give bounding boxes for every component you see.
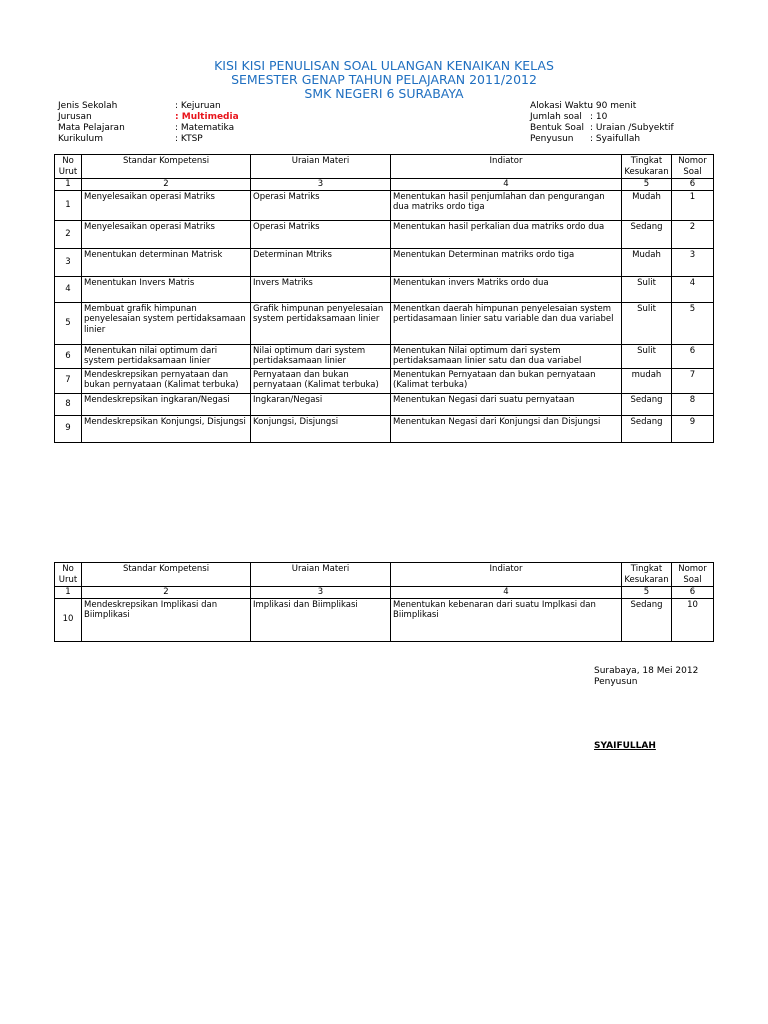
- indicator-cell: Menentkan daerah himpunan penyelesaian system pertidasamaan linier satu variable dan dua variabel: [391, 302, 622, 344]
- column-number: 1: [55, 179, 82, 191]
- header-cell: Indiator: [391, 155, 622, 179]
- header-cell: Nomor Soal: [672, 563, 714, 587]
- competency-cell: Menentukan determinan Matrisk: [82, 248, 251, 276]
- no-cell: 5: [55, 302, 82, 344]
- meta-row: [530, 123, 674, 134]
- column-number-row: [55, 179, 714, 191]
- meta-row: [58, 134, 239, 145]
- meta-row: [58, 123, 239, 134]
- meta-value: : Syaifullah: [590, 134, 641, 144]
- competency-cell: Mendeskrepsikan Implikasi dan Biimplikasi: [82, 598, 251, 641]
- meta-key: Penyusun: [530, 134, 574, 144]
- material-cell: Invers Matriks: [251, 276, 391, 302]
- difficulty-cell: Sulit: [622, 276, 672, 302]
- meta-key: Jumlah soal: [530, 112, 582, 122]
- difficulty-cell: Sulit: [622, 344, 672, 368]
- indicator-cell: Menentukan Nilai optimum dari system pertidaksamaan linier satu dan dua variabel: [391, 344, 622, 368]
- table-row: [55, 598, 714, 641]
- table-row: [55, 276, 714, 302]
- competency-cell: Mendeskrepsikan pernyataan dan bukan pernyataan (Kalimat terbuka): [82, 368, 251, 393]
- meta-value: : KTSP: [175, 134, 203, 144]
- difficulty-cell: Sedang: [622, 415, 672, 442]
- table-row: [55, 415, 714, 442]
- meta-value: : Kejuruan: [175, 101, 221, 111]
- difficulty-cell: Sedang: [622, 393, 672, 415]
- difficulty-cell: mudah: [622, 368, 672, 393]
- difficulty-cell: Mudah: [622, 190, 672, 220]
- meta-row: [530, 134, 674, 145]
- table-row: [55, 190, 714, 220]
- signer-role: Penyusun: [594, 677, 638, 687]
- meta-row: [58, 112, 239, 123]
- competency-cell: Menyelesaikan operasi Matriks: [82, 220, 251, 248]
- meta-row: [58, 101, 239, 112]
- difficulty-cell: Sedang: [622, 220, 672, 248]
- no-cell: 2: [55, 220, 82, 248]
- document-title: KISI KISI PENULISAN SOAL ULANGAN KENAIKAN KELAS: [214, 58, 554, 73]
- question-number-cell: 7: [672, 368, 714, 393]
- header-cell: Nomor Soal: [672, 155, 714, 179]
- indicator-cell: Menentukan Determinan matriks ordo tiga: [391, 248, 622, 276]
- column-number-row: [55, 587, 714, 599]
- question-number-cell: 8: [672, 393, 714, 415]
- header-cell: Standar Kompetensi: [82, 563, 251, 587]
- meta-value: : 10: [590, 112, 608, 122]
- header-cell: Uraian Materi: [251, 563, 391, 587]
- column-number: 1: [55, 587, 82, 599]
- material-cell: Grafik himpunan penyelesaian system pertidaksamaan linier: [251, 302, 391, 344]
- header-cell: No Urut: [55, 563, 82, 587]
- question-number-cell: 2: [672, 220, 714, 248]
- competency-cell: Mendeskrepsikan ingkaran/Negasi: [82, 393, 251, 415]
- header-cell: Indiator: [391, 563, 622, 587]
- header-cell: Uraian Materi: [251, 155, 391, 179]
- meta-key: Alokasi Waktu: [530, 101, 594, 111]
- meta-right: [530, 101, 674, 145]
- question-number-cell: 6: [672, 344, 714, 368]
- difficulty-cell: Mudah: [622, 248, 672, 276]
- meta-key: Jurusan: [58, 112, 92, 122]
- table-row: [55, 344, 714, 368]
- material-cell: Operasi Matriks: [251, 190, 391, 220]
- material-cell: Implikasi dan Biimplikasi: [251, 598, 391, 641]
- table-row: [55, 393, 714, 415]
- column-number: 5: [622, 587, 672, 599]
- no-cell: 3: [55, 248, 82, 276]
- material-cell: Pernyataan dan bukan pernyataan (Kalimat terbuka): [251, 368, 391, 393]
- column-number: 2: [82, 587, 251, 599]
- continuation-table: [54, 562, 714, 642]
- meta-value-major: : Multimedia: [175, 112, 239, 122]
- indicator-cell: Menentukan invers Matriks ordo dua: [391, 276, 622, 302]
- no-cell: 7: [55, 368, 82, 393]
- header-row: [55, 155, 714, 179]
- competency-cell: Menentukan Invers Matris: [82, 276, 251, 302]
- table-row: [55, 368, 714, 393]
- column-number: 3: [251, 587, 391, 599]
- material-cell: Konjungsi, Disjungsi: [251, 415, 391, 442]
- meta-key: Mata Pelajaran: [58, 123, 125, 133]
- no-cell: 8: [55, 393, 82, 415]
- material-cell: Operasi Matriks: [251, 220, 391, 248]
- indicator-cell: Menentukan hasil penjumlahan dan pengurangan dua matriks ordo tiga: [391, 190, 622, 220]
- document-subtitle: SEMESTER GENAP TAHUN PELAJARAN 2011/2012: [231, 72, 537, 87]
- meta-row: [530, 112, 674, 123]
- column-number: 5: [622, 179, 672, 191]
- column-number: 4: [391, 587, 622, 599]
- meta-key: Jenis Sekolah: [58, 101, 118, 111]
- indicator-cell: Menentukan Pernyataan dan bukan pernyataan (Kalimat terbuka): [391, 368, 622, 393]
- no-cell: 9: [55, 415, 82, 442]
- main-table: [54, 154, 714, 443]
- no-cell: 1: [55, 190, 82, 220]
- column-number: 4: [391, 179, 622, 191]
- meta-value: : Uraian /Subyektif: [590, 123, 674, 133]
- no-cell: 10: [55, 598, 82, 641]
- header-cell: Tingkat Kesukaran: [622, 563, 672, 587]
- competency-cell: Menyelesaikan operasi Matriks: [82, 190, 251, 220]
- question-number-cell: 3: [672, 248, 714, 276]
- header-cell: Tingkat Kesukaran: [622, 155, 672, 179]
- indicator-cell: Menentukan Negasi dari suatu pernyataan: [391, 393, 622, 415]
- question-number-cell: 1: [672, 190, 714, 220]
- question-number-cell: 10: [672, 598, 714, 641]
- header-cell: Standar Kompetensi: [82, 155, 251, 179]
- no-cell: 4: [55, 276, 82, 302]
- school-name: SMK NEGERI 6 SURABAYA: [304, 86, 464, 101]
- column-number: 6: [672, 179, 714, 191]
- material-cell: Determinan Mtriks: [251, 248, 391, 276]
- no-cell: 6: [55, 344, 82, 368]
- place-date: Surabaya, 18 Mei 2012: [594, 666, 699, 676]
- indicator-cell: Menentukan hasil perkalian dua matriks ordo dua: [391, 220, 622, 248]
- table-row: [55, 220, 714, 248]
- indicator-cell: Menentukan Negasi dari Konjungsi dan Disjungsi: [391, 415, 622, 442]
- competency-cell: Membuat grafik himpunan penyelesaian system pertidaksamaan linier: [82, 302, 251, 344]
- difficulty-cell: Sulit: [622, 302, 672, 344]
- header-row: [55, 563, 714, 587]
- column-number: 3: [251, 179, 391, 191]
- meta-key: Bentuk Soal: [530, 123, 584, 133]
- meta-row: [530, 101, 674, 112]
- question-number-cell: 5: [672, 302, 714, 344]
- difficulty-cell: Sedang: [622, 598, 672, 641]
- question-number-cell: 9: [672, 415, 714, 442]
- competency-cell: Menentukan nilai optimum dari system pertidaksamaan linier: [82, 344, 251, 368]
- material-cell: Ingkaran/Negasi: [251, 393, 391, 415]
- signature-name: SYAIFULLAH: [594, 741, 656, 751]
- meta-value: : Matematika: [175, 123, 235, 133]
- material-cell: Nilai optimum dari system pertidaksamaan linier: [251, 344, 391, 368]
- meta-left: [58, 101, 239, 145]
- table-row: [55, 248, 714, 276]
- column-number: 2: [82, 179, 251, 191]
- meta-key: Kurikulum: [58, 134, 103, 144]
- meta-value: : 90 menit: [590, 101, 637, 111]
- column-number: 6: [672, 587, 714, 599]
- indicator-cell: Menentukan kebenaran dari suatu Implkasi dan Biimplikasi: [391, 598, 622, 641]
- question-number-cell: 4: [672, 276, 714, 302]
- header-cell: No Urut: [55, 155, 82, 179]
- competency-cell: Mendeskrepsikan Konjungsi, Disjungsi: [82, 415, 251, 442]
- table-row: [55, 302, 714, 344]
